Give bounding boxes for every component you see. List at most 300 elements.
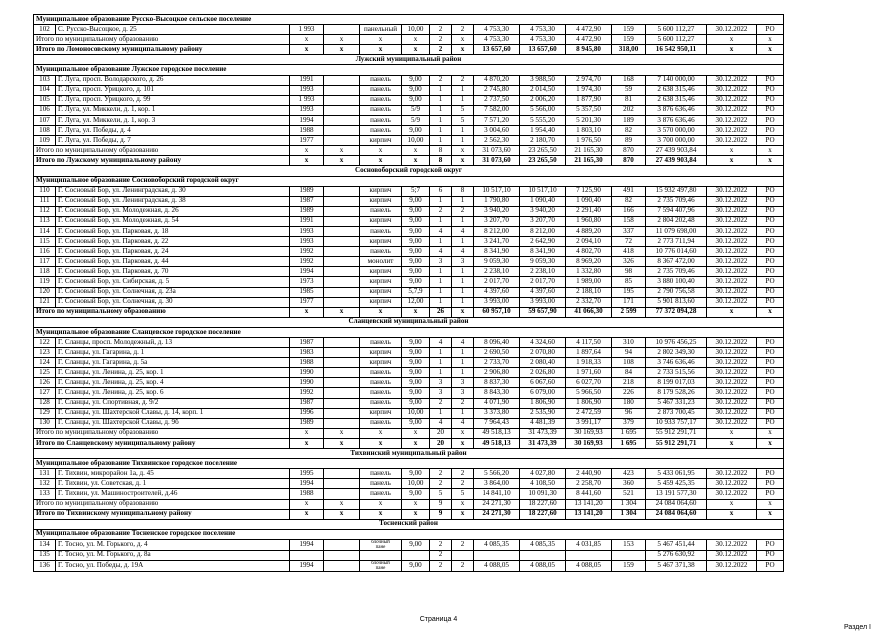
table-cell: 2: [430, 479, 452, 489]
table-cell: х: [757, 438, 784, 448]
table-cell: панель: [360, 85, 402, 95]
table-cell: 1: [452, 287, 474, 297]
table-cell: 5;7: [402, 186, 430, 196]
table-cell: 3 570 000,00: [646, 126, 707, 136]
table-cell: [324, 388, 360, 398]
table-cell: РО: [757, 398, 784, 408]
table-cell: 30.12.2022: [707, 126, 757, 136]
table-row: [34, 247, 784, 257]
table-row: [34, 469, 784, 479]
table-cell: 24 084 064,60: [646, 499, 707, 509]
table-cell: [324, 287, 360, 297]
table-cell: 106: [34, 105, 56, 115]
table-cell: Г. Сланцы, ул. Ленина, д. 25, кор. 4: [56, 378, 290, 388]
table-cell: Г. Сосновый Бор, ул. Молодежная, д. 54: [56, 216, 290, 226]
table-cell: [324, 479, 360, 489]
table-cell: 9,00: [402, 216, 430, 226]
table-cell: 55 912 291,71: [646, 428, 707, 438]
table-cell: 2 006,20: [520, 95, 566, 105]
table-cell: Г. Сланцы, просп. Молодежный, д. 13: [56, 338, 290, 348]
table-cell: Г. Луга, ул. Победы, д. 7: [56, 136, 290, 146]
table-cell: РО: [757, 136, 784, 146]
table-cell: 113: [34, 216, 56, 226]
table-cell: 8 341,90: [520, 247, 566, 257]
table-cell: 4: [430, 418, 452, 428]
table-cell: РО: [757, 216, 784, 226]
table-cell: 1989: [290, 186, 324, 196]
table-cell: х: [757, 45, 784, 55]
table-row: [34, 338, 784, 348]
table-cell: х: [290, 156, 324, 166]
table-cell: х: [290, 307, 324, 317]
table-cell: 1996: [290, 408, 324, 418]
table-cell: х: [452, 438, 474, 448]
table-cell: 418: [612, 247, 646, 257]
table-cell: 3 940,20: [520, 206, 566, 216]
table-cell: 4: [430, 226, 452, 236]
table-cell: [324, 489, 360, 499]
table-cell: 1: [452, 237, 474, 247]
table-row: [34, 115, 784, 125]
table-cell: 5 966,50: [566, 388, 612, 398]
table-cell: 31 073,60: [474, 146, 520, 156]
table-row: [34, 489, 784, 499]
table-cell: кирпич: [360, 277, 402, 287]
table-cell: 30.12.2022: [707, 287, 757, 297]
housing-register-table: [33, 14, 784, 572]
table-cell: 2 017,70: [474, 277, 520, 287]
table-cell: 1995: [290, 469, 324, 479]
table-cell: х: [402, 499, 430, 509]
table-cell: 2 080,40: [520, 358, 566, 368]
table-cell: 1: [430, 297, 452, 307]
table-cell: РО: [757, 469, 784, 479]
table-row: [34, 368, 784, 378]
table-cell: 5,7,9: [402, 287, 430, 297]
table-cell: 107: [34, 115, 56, 125]
table-cell: 10,00: [402, 25, 430, 35]
table-cell: х: [452, 428, 474, 438]
table-cell: панель: [360, 126, 402, 136]
table-cell: 3 746 636,46: [646, 358, 707, 368]
table-row: [34, 398, 784, 408]
table-cell: х: [360, 428, 402, 438]
table-cell: 2 638 315,46: [646, 95, 707, 105]
table-cell: 1: [430, 237, 452, 247]
table-cell: 8: [430, 146, 452, 156]
table-cell: 27 439 903,84: [646, 146, 707, 156]
table-cell: 116: [34, 247, 56, 257]
table-cell: х: [324, 509, 360, 519]
table-cell: 10,00: [402, 136, 430, 146]
table-cell: 30.12.2022: [707, 479, 757, 489]
table-cell: Г. Тихвин, ул. Советская, д. 1: [56, 479, 290, 489]
table-cell: 2 790 756,58: [646, 287, 707, 297]
table-cell: [324, 358, 360, 368]
table-cell: 1 806,90: [520, 398, 566, 408]
table-row: [34, 85, 784, 95]
table-cell: 21 165,30: [566, 156, 612, 166]
table-cell: 109: [34, 136, 56, 146]
table-cell: 7 582,00: [474, 105, 520, 115]
table-cell: 1: [430, 287, 452, 297]
table-cell: 1989: [290, 206, 324, 216]
table-cell: х: [452, 35, 474, 45]
table-cell: 10 517,10: [520, 186, 566, 196]
table-cell: 24 271,30: [474, 509, 520, 519]
table-row: [34, 136, 784, 146]
table-row: [34, 348, 784, 358]
table-cell: х: [757, 146, 784, 156]
table-cell: 9,00: [402, 368, 430, 378]
table-cell: 159: [612, 35, 646, 45]
table-cell: 30.12.2022: [707, 75, 757, 85]
table-cell: 7 125,90: [566, 186, 612, 196]
table-cell: [324, 126, 360, 136]
table-cell: 3: [452, 388, 474, 398]
table-cell: 9 059,30: [474, 257, 520, 267]
table-cell: 117: [34, 257, 56, 267]
district-title: Сланцевский муниципальный район: [34, 317, 784, 327]
table-cell: Г. Сосновый Бор, ул. Солнечная, д. 23а: [56, 287, 290, 297]
table-cell: 3: [452, 257, 474, 267]
table-cell: 1 790,80: [474, 196, 520, 206]
table-cell: Итого по муниципальному образованию: [34, 146, 290, 156]
table-cell: 30.12.2022: [707, 85, 757, 95]
table-cell: 9,00: [402, 398, 430, 408]
table-row: [34, 216, 784, 226]
district-title: Сосновоборский городской округ: [34, 166, 784, 176]
table-cell: 2 735 709,46: [646, 196, 707, 206]
table-row: [34, 277, 784, 287]
table-cell: [360, 550, 402, 560]
table-cell: 119: [34, 277, 56, 287]
table-cell: 202: [612, 105, 646, 115]
table-cell: кирпич: [360, 136, 402, 146]
table-cell: Г. Сланцы, ул. Спортивная, д. 9/2: [56, 398, 290, 408]
table-cell: 2: [430, 25, 452, 35]
table-row: [34, 237, 784, 247]
table-cell: 1: [452, 85, 474, 95]
table-cell: 1988: [290, 489, 324, 499]
table-cell: Г. Сланцы, ул. Гагарина, д. 1: [56, 348, 290, 358]
table-cell: 1: [452, 277, 474, 287]
table-cell: 130: [34, 418, 56, 428]
table-row: [34, 418, 784, 428]
table-cell: 4: [452, 247, 474, 257]
table-cell: х: [402, 35, 430, 45]
table-cell: 2: [430, 45, 452, 55]
table-cell: РО: [757, 126, 784, 136]
table-cell: 2 735 709,46: [646, 267, 707, 277]
table-cell: Итого по муниципальному образованию: [34, 428, 290, 438]
table-cell: 6: [430, 186, 452, 196]
table-cell: 1: [430, 267, 452, 277]
table-cell: 105: [34, 95, 56, 105]
table-cell: 1985: [290, 287, 324, 297]
municipality-subtotal-row: [34, 146, 784, 156]
table-cell: х: [757, 307, 784, 317]
table-cell: 5 201,30: [566, 115, 612, 125]
table-cell: 3: [430, 388, 452, 398]
table-cell: [324, 196, 360, 206]
table-cell: 60 957,10: [474, 307, 520, 317]
table-cell: 1: [452, 126, 474, 136]
table-cell: 134: [34, 539, 56, 550]
table-cell: х: [324, 156, 360, 166]
table-cell: 1: [430, 105, 452, 115]
table-cell: 5: [430, 489, 452, 499]
table-cell: 3: [430, 378, 452, 388]
table-cell: монолит: [360, 257, 402, 267]
table-cell: 4 108,50: [520, 479, 566, 489]
table-cell: 8 837,30: [474, 378, 520, 388]
table-cell: 2: [430, 560, 452, 571]
table-cell: панель: [360, 378, 402, 388]
table-cell: Г. Сосновый Бор, ул. Парковая, д. 44: [56, 257, 290, 267]
table-cell: 5 433 061,95: [646, 469, 707, 479]
table-cell: 9,00: [402, 95, 430, 105]
table-row: [34, 358, 784, 368]
table-cell: 1994: [290, 267, 324, 277]
table-cell: 1993: [290, 237, 324, 247]
table-cell: 14 841,10: [474, 489, 520, 499]
table-cell: х: [290, 35, 324, 45]
table-row: [34, 550, 784, 560]
table-cell: [566, 550, 612, 560]
table-cell: 4 753,30: [474, 35, 520, 45]
table-cell: 20: [430, 428, 452, 438]
table-cell: Г. Сосновый Бор, ул. Парковая, д. 70: [56, 267, 290, 277]
table-cell: х: [402, 156, 430, 166]
table-cell: 30.12.2022: [707, 539, 757, 550]
table-cell: 4: [452, 418, 474, 428]
table-cell: Г. Луга, просп. Урицкого, д. 99: [56, 95, 290, 105]
table-cell: Итого по муниципальному образованию: [34, 499, 290, 509]
table-cell: панель: [360, 95, 402, 105]
table-cell: 18 227,60: [520, 499, 566, 509]
table-cell: [324, 398, 360, 408]
table-row: [34, 388, 784, 398]
table-cell: РО: [757, 388, 784, 398]
table-cell: х: [324, 499, 360, 509]
table-cell: 104: [34, 85, 56, 95]
table-cell: 4 870,20: [474, 75, 520, 85]
municipality-subtotal-row: [34, 35, 784, 45]
table-cell: 2 638 315,46: [646, 85, 707, 95]
table-row: [34, 75, 784, 85]
table-cell: 3 876 636,46: [646, 115, 707, 125]
table-cell: 13 191 577,30: [646, 489, 707, 499]
table-cell: 133: [34, 489, 56, 499]
municipality-title: Муниципальное образование Лужское городское поселение: [34, 65, 784, 75]
table-row: [34, 126, 784, 136]
table-cell: 1 918,33: [566, 358, 612, 368]
table-cell: 189: [612, 115, 646, 125]
table-cell: 1 803,10: [566, 126, 612, 136]
table-cell: 379: [612, 418, 646, 428]
table-cell: РО: [757, 196, 784, 206]
table-cell: панель: [360, 368, 402, 378]
table-cell: Итого по Лужскому муниципальному району: [34, 156, 290, 166]
table-cell: РО: [757, 75, 784, 85]
table-cell: 9,00: [402, 560, 430, 571]
table-cell: 2: [452, 539, 474, 550]
table-cell: 226: [612, 388, 646, 398]
table-cell: [452, 550, 474, 560]
table-cell: панель: [360, 469, 402, 479]
table-cell: 1983: [290, 348, 324, 358]
table-cell: РО: [757, 378, 784, 388]
table-cell: х: [757, 499, 784, 509]
table-cell: 9,00: [402, 378, 430, 388]
table-cell: РО: [757, 25, 784, 35]
table-cell: 30.12.2022: [707, 489, 757, 499]
district-total-row: [34, 45, 784, 55]
table-cell: 131: [34, 469, 56, 479]
table-cell: [324, 267, 360, 277]
table-cell: 55 912 291,71: [646, 438, 707, 448]
table-row: [34, 25, 784, 35]
table-cell: 8 096,40: [474, 338, 520, 348]
table-cell: 3 993,00: [520, 297, 566, 307]
table-cell: 2 974,70: [566, 75, 612, 85]
table-cell: РО: [757, 418, 784, 428]
table-cell: 1977: [290, 297, 324, 307]
table-cell: РО: [757, 338, 784, 348]
table-cell: панель: [360, 75, 402, 85]
table-cell: 1991: [290, 216, 324, 226]
table-cell: 59: [612, 85, 646, 95]
table-cell: 2 258,70: [566, 479, 612, 489]
table-cell: кирпич: [360, 297, 402, 307]
table-cell: 326: [612, 257, 646, 267]
table-cell: 1 304: [612, 509, 646, 519]
municipality-header-row: [34, 15, 784, 25]
table-cell: [324, 408, 360, 418]
table-cell: х: [757, 428, 784, 438]
table-cell: 2 472,59: [566, 408, 612, 418]
table-cell: 5 467 451,44: [646, 539, 707, 550]
table-cell: 360: [612, 479, 646, 489]
table-cell: х: [290, 428, 324, 438]
table-cell: панель: [360, 418, 402, 428]
table-cell: 30.12.2022: [707, 348, 757, 358]
table-cell: 1: [430, 136, 452, 146]
table-row: [34, 378, 784, 388]
table-cell: х: [452, 307, 474, 317]
table-cell: 2 906,80: [474, 368, 520, 378]
table-cell: 13 657,60: [474, 45, 520, 55]
table-cell: 16 542 950,11: [646, 45, 707, 55]
table-cell: х: [324, 307, 360, 317]
table-cell: 8 179 528,26: [646, 388, 707, 398]
table-cell: [324, 85, 360, 95]
table-cell: 2 332,70: [566, 297, 612, 307]
table-cell: Г. Тихвин, микрорайон 1а, д. 45: [56, 469, 290, 479]
table-cell: [324, 560, 360, 571]
table-cell: 1: [430, 216, 452, 226]
table-cell: 2 535,90: [520, 408, 566, 418]
table-cell: 41 066,30: [566, 307, 612, 317]
municipality-header-row: [34, 176, 784, 186]
table-cell: 870: [612, 146, 646, 156]
table-cell: 4: [430, 247, 452, 257]
table-cell: Итого по Тихвинскому муниципальному району: [34, 509, 290, 519]
table-cell: х: [707, 509, 757, 519]
table-cell: 171: [612, 297, 646, 307]
table-cell: 1 695: [612, 428, 646, 438]
table-row: [34, 196, 784, 206]
table-cell: 59 657,90: [520, 307, 566, 317]
table-cell: 9,00: [402, 196, 430, 206]
table-cell: 20: [430, 438, 452, 448]
table-cell: 4 472,90: [566, 35, 612, 45]
table-cell: 1: [430, 358, 452, 368]
municipality-header-row: [34, 529, 784, 539]
table-cell: 1: [430, 85, 452, 95]
table-cell: 337: [612, 226, 646, 236]
table-cell: 4 753,30: [520, 25, 566, 35]
table-cell: 5 357,50: [566, 105, 612, 115]
table-cell: 4 085,35: [520, 539, 566, 550]
table-cell: х: [452, 156, 474, 166]
table-cell: 3 373,80: [474, 408, 520, 418]
table-cell: РО: [757, 226, 784, 236]
table-row: [34, 560, 784, 571]
table-cell: х: [757, 156, 784, 166]
table-cell: РО: [757, 206, 784, 216]
table-cell: 2: [430, 35, 452, 45]
table-row: [34, 287, 784, 297]
table-cell: кирпич: [360, 348, 402, 358]
district-header-row: [34, 55, 784, 65]
table-cell: 2 802 349,30: [646, 348, 707, 358]
table-row: [34, 408, 784, 418]
table-cell: 9,00: [402, 338, 430, 348]
table-cell: 30.12.2022: [707, 186, 757, 196]
table-cell: 1 332,80: [566, 267, 612, 277]
table-cell: Г. Тосно, ул. М. Горького, д. 4: [56, 539, 290, 550]
table-cell: х: [360, 45, 402, 55]
table-cell: 1992: [290, 388, 324, 398]
table-cell: РО: [757, 358, 784, 368]
table-cell: 10,00: [402, 479, 430, 489]
table-cell: 2 026,80: [520, 368, 566, 378]
table-cell: РО: [757, 186, 784, 196]
table-cell: 1 090,40: [566, 196, 612, 206]
table-cell: 2 291,40: [566, 206, 612, 216]
table-cell: 1991: [290, 75, 324, 85]
table-cell: [324, 348, 360, 358]
table-cell: 30.12.2022: [707, 408, 757, 418]
table-cell: 30.12.2022: [707, 418, 757, 428]
municipality-title: Муниципальное образование Сосновоборский городской округ: [34, 176, 784, 186]
municipality-header-row: [34, 65, 784, 75]
table-cell: РО: [757, 539, 784, 550]
table-cell: 102: [34, 25, 56, 35]
table-cell: 4 753,30: [474, 25, 520, 35]
table-cell: 1992: [290, 257, 324, 267]
municipality-title: Муниципальное образование Русско-Высоцкое сельское поселение: [34, 15, 784, 25]
table-cell: 1: [452, 95, 474, 105]
table-row: [34, 539, 784, 550]
table-cell: [324, 550, 360, 560]
table-cell: х: [290, 146, 324, 156]
table-cell: 168: [612, 75, 646, 85]
table-cell: 166: [612, 206, 646, 216]
table-cell: Г. Сосновый Бор, ул. Солнечная, д. 30: [56, 297, 290, 307]
